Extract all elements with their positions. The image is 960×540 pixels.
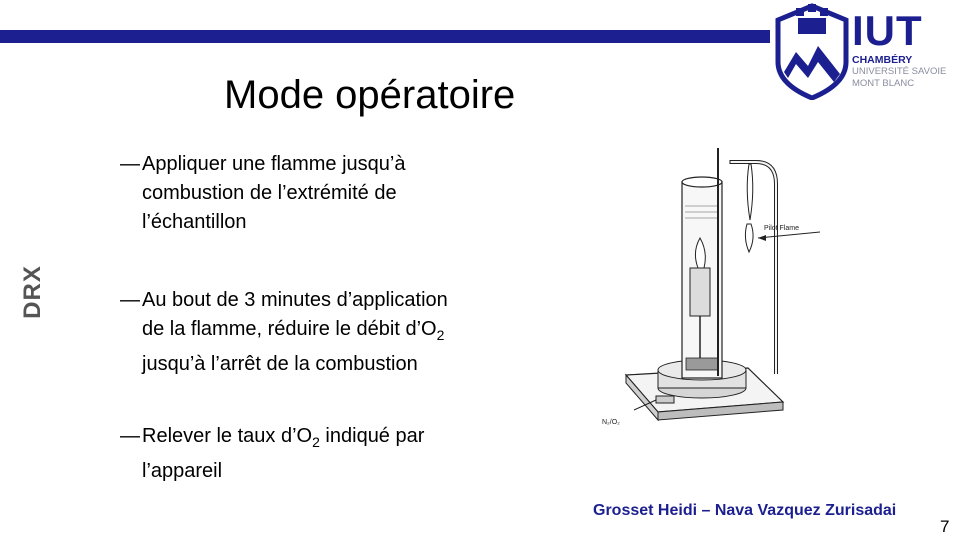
bullet-dash: — <box>120 153 140 175</box>
bullet-dash: — <box>120 425 140 447</box>
header-bar <box>0 30 770 43</box>
bullet-2-line-2: de la flamme, réduire le débit d’O <box>142 318 437 340</box>
page-number: 7 <box>940 517 950 536</box>
bullet-3 <box>120 422 424 486</box>
logo-line-2: UNIVERSITÉ SAVOIE <box>852 66 947 77</box>
gas-label: N₂/O₂ <box>602 419 620 426</box>
bullet-3-line-1-post: indiqué par <box>319 425 425 447</box>
pilot-flame-label: Pilot Flame <box>764 225 800 232</box>
iut-logo <box>774 2 960 102</box>
bullet-1-line-1: Appliquer une flamme jusqu’à <box>142 153 406 175</box>
bullet-2-line-1: Au bout de 3 minutes d’application <box>142 289 448 311</box>
logo-line-3: MONT BLANC <box>852 78 915 89</box>
bullet-3-line-1-pre: Relever le taux d’O <box>142 425 313 447</box>
bullet-1-line-3: l’échantillon <box>142 211 247 233</box>
bullet-3-line-2: l’appareil <box>142 460 223 482</box>
logo-main-text: IUT <box>852 7 923 54</box>
bullet-3-subscript: 2 <box>312 434 320 450</box>
oxygen-index-apparatus-figure <box>598 140 854 470</box>
side-label-text: DRX <box>18 265 46 319</box>
logo-line-1: CHAMBÉRY <box>852 54 913 66</box>
author-credit: Grosset Heidi – Nava Vazquez Zurisadai <box>593 502 897 519</box>
bullet-2-line-3: jusqu’à l’arrêt de la combustion <box>142 353 418 375</box>
bullet-2-subscript: 2 <box>436 327 445 343</box>
side-label <box>18 258 58 318</box>
bullet-2 <box>120 286 448 379</box>
page-title: Mode opératoire <box>224 73 516 117</box>
bullet-dash: — <box>120 289 140 311</box>
bullet-1-line-2: combustion de l’extrémité de <box>142 182 397 204</box>
shield-icon <box>774 2 850 100</box>
bullet-1 <box>120 150 406 237</box>
